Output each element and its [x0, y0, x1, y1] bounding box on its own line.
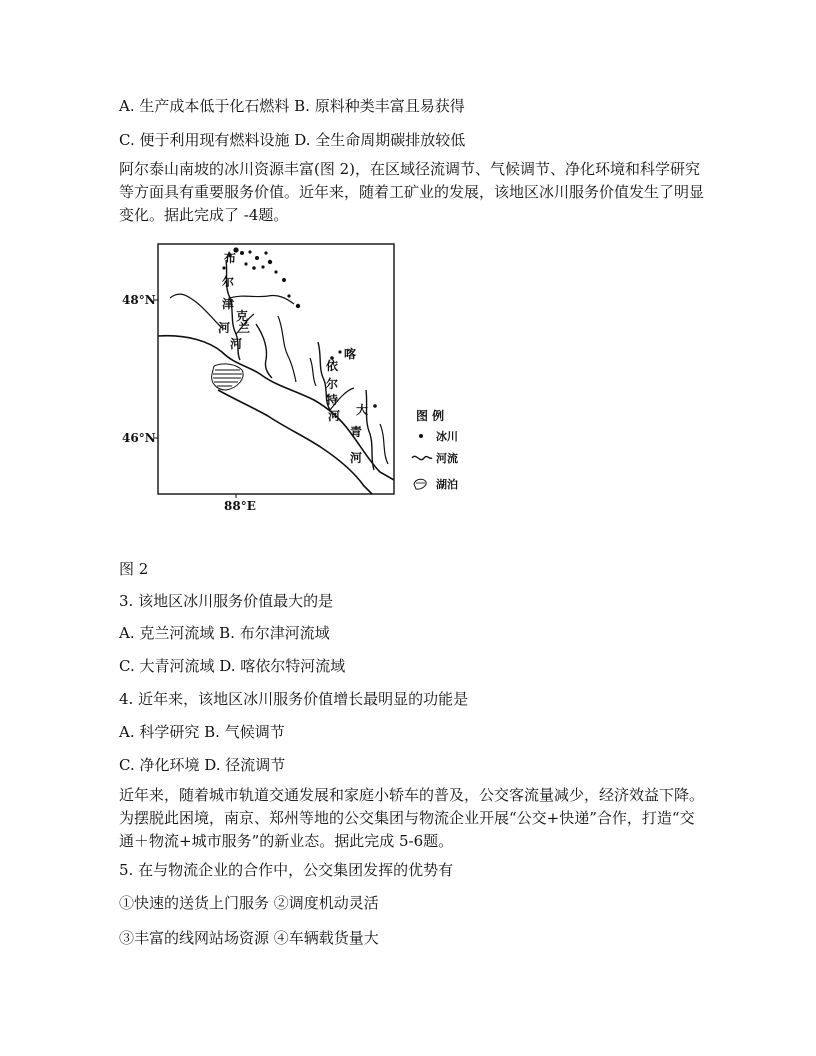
q2-option-line-1: A. 生产成本低于化石燃料 B. 原料种类丰富且易获得	[119, 97, 465, 115]
svg-text:喀: 喀	[344, 347, 357, 361]
map-legend	[412, 408, 458, 491]
lat-48-label: 48°N	[122, 293, 156, 307]
svg-text:河: 河	[230, 337, 243, 351]
q5-option-line-1: ①快速的送货上门服务 ②调度机动灵活	[119, 894, 379, 912]
q4-option-line-1: A. 科学研究 B. 气候调节	[119, 723, 285, 741]
q3-option-line-2: C. 大青河流域 D. 喀依尔特河流域	[119, 657, 346, 675]
q3-option-line-1: A. 克兰河流域 B. 布尔津河流域	[119, 624, 330, 642]
legend-lake-symbol	[414, 479, 426, 489]
svg-text:布: 布	[224, 251, 237, 265]
legend-lake-label: 湖泊	[436, 478, 458, 491]
q2-option-line-2: C. 便于利用现有燃料设施 D. 全生命周期碳排放较低	[119, 131, 466, 149]
label-kayierte-river	[325, 346, 357, 423]
label-daqing-river	[350, 402, 368, 465]
label-kelan-river	[230, 308, 250, 351]
svg-text:克: 克	[236, 309, 249, 323]
legend-river-label: 河流	[436, 452, 458, 465]
daqing-river	[366, 390, 374, 470]
q4-option-line-2: C. 净化环境 D. 径流调节	[119, 756, 286, 774]
figure-2-map	[118, 240, 478, 520]
q5-stem: 5. 在与物流企业的合作中，公交集团发挥的优势有	[119, 861, 454, 879]
svg-text:特: 特	[326, 393, 339, 407]
svg-text:青: 青	[350, 425, 363, 439]
basin-southern-edge	[218, 390, 372, 494]
svg-text:河: 河	[218, 321, 231, 335]
svg-text:兰: 兰	[238, 321, 251, 335]
svg-text:尔: 尔	[326, 377, 339, 391]
passage-bus: 近年来，随着城市轨道交通发展和家庭小轿车的普及，公交客流量减少，经济效益下降。 为摆脱此困境，南京、郑州等地的公交集团与物流企业开展“公交+快递”合作，打造“交通＋物流+城市服务”的新业态。据此完成 5-6题。	[119, 786, 705, 850]
lat-46-label: 46°N	[122, 431, 156, 445]
legend-river-symbol	[412, 456, 432, 459]
legend-title: 图 例	[416, 409, 445, 423]
legend-glacier-label: 冰川	[436, 430, 458, 443]
svg-text:河: 河	[328, 409, 341, 423]
legend-glacier-symbol	[419, 434, 423, 438]
q4-stem: 4. 近年来，该地区冰川服务价值增长最明显的功能是	[119, 690, 469, 708]
lake	[212, 364, 243, 390]
passage-glacier: 阿尔泰山南坡的冰川资源丰富(图 2)，在区域径流调节、气候调节、净化环境和科学研究等方面具有重要服务价值。近年来，随着工矿业的发展，该地区冰川服务价值发生了明显变化。据此完成了 -4题。	[119, 160, 705, 224]
svg-text:尔: 尔	[222, 275, 235, 289]
figure-caption: 图 2	[119, 560, 149, 578]
svg-text:河: 河	[350, 451, 363, 465]
q5-option-line-2: ③丰富的线网站场资源 ④车辆载货量大	[119, 929, 379, 947]
svg-text:津: 津	[222, 297, 235, 311]
q3-stem: 3. 该地区冰川服务价值最大的是	[119, 592, 334, 610]
svg-text:依: 依	[326, 359, 339, 373]
svg-text:大: 大	[356, 403, 369, 417]
lon-88-label: 88°E	[224, 499, 256, 513]
kelan-river	[256, 324, 272, 378]
